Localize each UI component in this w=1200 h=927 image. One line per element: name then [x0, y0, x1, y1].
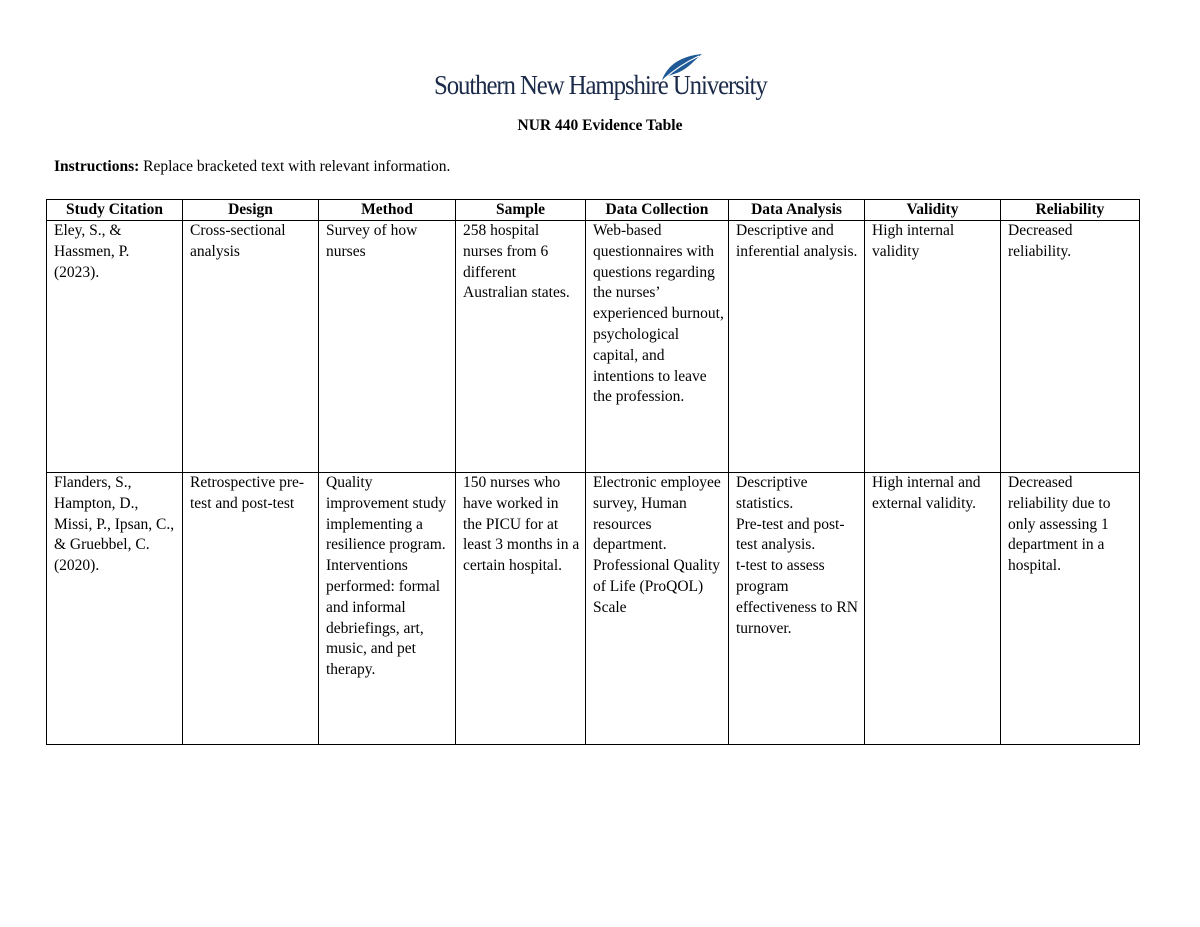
document-title: NUR 440 Evidence Table	[517, 117, 683, 134]
cell-method: Quality improvement study implementing a resilience program. Interventions performed: formal and informal debriefings, art, music, and pet therapy.	[319, 473, 456, 745]
column-header-data-collection: Data Collection	[586, 200, 729, 221]
cell-validity: High internal validity	[865, 221, 1001, 473]
instructions	[54, 158, 450, 176]
cell-design: Cross-sectional analysis	[183, 221, 319, 473]
cell-study-citation: Eley, S., & Hassmen, P. (2023).	[47, 221, 183, 473]
university-name: Southern New Hampshire University	[434, 70, 767, 100]
cell-reliability: Decreased reliability due to only assessing 1 department in a hospital.	[1001, 473, 1140, 745]
table-row	[47, 473, 1140, 745]
column-header-method: Method	[319, 200, 456, 221]
column-header-reliability: Reliability	[1001, 200, 1140, 221]
cell-study-citation: Flanders, S., Hampton, D., Missi, P., Ipsan, C., & Gruebbel, C. (2020).	[47, 473, 183, 745]
table-row	[47, 221, 1140, 473]
cell-sample: 258 hospital nurses from 6 different Australian states.	[456, 221, 586, 473]
column-header-sample: Sample	[456, 200, 586, 221]
table-header-row	[47, 200, 1140, 221]
cell-data-collection: Electronic employee survey, Human resources department. Professional Quality of Life (ProQOL) Scale	[586, 473, 729, 745]
instructions-text: Replace bracketed text with relevant information.	[139, 158, 451, 175]
cell-data-collection: Web-based questionnaires with questions regarding the nurses’ experienced burnout, psychological capital, and intentions to leave the profession.	[586, 221, 729, 473]
evidence-table	[46, 199, 1140, 745]
cell-design: Retrospective pre-test and post-test	[183, 473, 319, 745]
instructions-label: Instructions:	[54, 158, 140, 175]
column-header-data-analysis: Data Analysis	[729, 200, 865, 221]
cell-method: Survey of how nurses	[319, 221, 456, 473]
cell-data-analysis	[729, 473, 865, 745]
data-analysis-line: Descriptive statistics.	[736, 474, 808, 512]
cell-sample: 150 nurses who have worked in the PICU for at least 3 months in a certain hospital.	[456, 473, 586, 745]
column-header-validity: Validity	[865, 200, 1001, 221]
cell-reliability: Decreased reliability.	[1001, 221, 1140, 473]
data-analysis-line: t-test to assess program effectiveness to RN turnover.	[736, 557, 858, 637]
cell-data-analysis: Descriptive and inferential analysis.	[729, 221, 865, 473]
university-logo	[434, 52, 770, 102]
data-analysis-line: Pre-test and post-test analysis.	[736, 515, 845, 554]
column-header-study-citation: Study Citation	[47, 200, 183, 221]
cell-validity: High internal and external validity.	[865, 473, 1001, 745]
column-header-design: Design	[183, 200, 319, 221]
